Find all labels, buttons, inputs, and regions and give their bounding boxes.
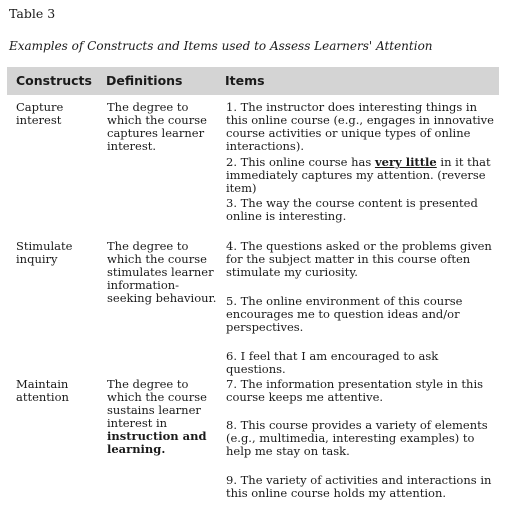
item-1: 1. The instructor does interesting things in this online course (e.g., engages in innovative course activities or unique types of online interactions). xyxy=(226,100,494,153)
definition-stimulate-inquiry: The degree to which the course stimulates learner information-seeking behaviour. xyxy=(107,239,217,305)
construct-maintain-attention: Maintain attention xyxy=(16,377,69,404)
construct-stimulate-inquiry: Stimulate inquiry xyxy=(16,239,73,266)
item-6: 6. I feel that I am encouraged to ask questions. xyxy=(226,349,439,376)
item-2 xyxy=(226,156,498,195)
item-4: 4. The questions asked or the problems given for the subject matter in this course often stimulate my curiosity. xyxy=(226,239,492,279)
definition-maintain-bold: instruction and learning. xyxy=(107,429,207,456)
table-caption: Examples of Constructs and Items used to Assess Learners' Attention xyxy=(9,39,433,53)
header-definitions: Definitions xyxy=(106,73,183,88)
definition-capture-interest: The degree to which the course captures learner interest. xyxy=(107,100,207,153)
item-7: 7. The information presentation style in this course keeps me attentive. xyxy=(226,377,484,404)
header-items: Items xyxy=(225,73,265,88)
item-3: 3. The way the course content is presented online is interesting. xyxy=(226,196,478,223)
definition-maintain-before: The degree to which the course sustains learner interest in xyxy=(107,377,207,430)
item-2-before: 2. This online course has xyxy=(226,155,375,169)
table-header-row xyxy=(7,67,499,95)
definition-maintain-attention xyxy=(107,378,217,456)
item-5: 5. The online environment of this course encourages me to question ideas and/or perspectives. xyxy=(226,294,463,334)
item-2-after: in it that immediately captures my attention. (reverse item) xyxy=(226,155,491,195)
table-number: Table 3 xyxy=(9,6,56,21)
header-constructs: Constructs xyxy=(16,73,92,88)
item-9: 9. The variety of activities and interactions in this online course holds my attention. xyxy=(226,473,492,500)
construct-capture-interest: Capture interest xyxy=(16,100,64,127)
item-2-emphasis: very little xyxy=(374,155,437,169)
item-8: 8. This course provides a variety of elements (e.g., multimedia, interesting examples) to help me stay on task. xyxy=(226,418,488,458)
